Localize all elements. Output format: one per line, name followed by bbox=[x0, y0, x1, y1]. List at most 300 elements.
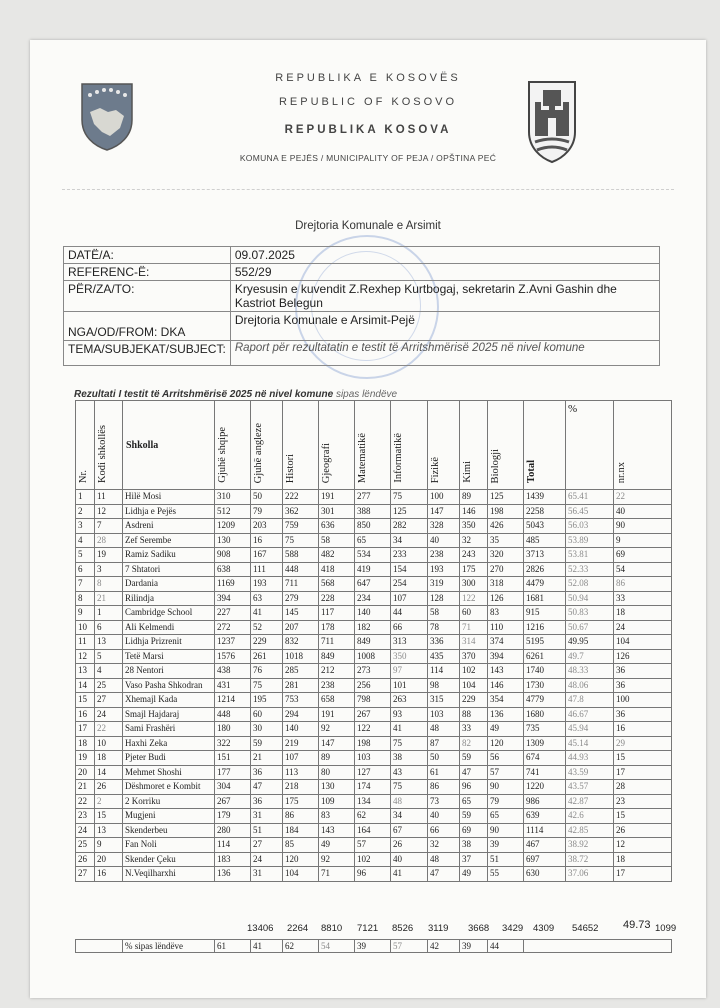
table-row bbox=[76, 852, 672, 867]
cell-english: 261 bbox=[251, 649, 283, 664]
cell-informatics: 75 bbox=[391, 736, 428, 751]
header-line-albanian: REPUBLIKA E KOSOVËS bbox=[275, 72, 461, 84]
cell-school-name: Cambridge School bbox=[123, 606, 215, 621]
header-divider bbox=[62, 189, 674, 190]
cell-albanian: 394 bbox=[215, 591, 251, 606]
from-label: NGA/OD/FROM: DKA bbox=[64, 312, 231, 341]
cell-chemistry: 69 bbox=[460, 823, 488, 838]
cell-chemistry: 33 bbox=[460, 722, 488, 737]
table-row bbox=[76, 794, 672, 809]
cell-school-name: Skender Çeku bbox=[123, 852, 215, 867]
subject-percent: 54 bbox=[319, 940, 355, 953]
cell-english: 59 bbox=[251, 736, 283, 751]
cell-math: 164 bbox=[355, 823, 391, 838]
cell-chemistry: 82 bbox=[460, 736, 488, 751]
cell-percent: 38.92 bbox=[566, 838, 614, 853]
cell-chemistry: 65 bbox=[460, 794, 488, 809]
cell-english: 203 bbox=[251, 519, 283, 534]
cell-english: 52 bbox=[251, 620, 283, 635]
col-school: Shkolla bbox=[123, 401, 215, 490]
cell-geography: 83 bbox=[319, 809, 355, 824]
cell-school-code: 15 bbox=[95, 809, 123, 824]
header-municipality: KOMUNA E PEJËS / MUNICIPALITY OF PEJA / OPŠTINA PEĆ bbox=[239, 153, 497, 163]
table-row bbox=[76, 548, 672, 563]
table-row bbox=[76, 533, 672, 548]
cell-school-code: 10 bbox=[95, 736, 123, 751]
subject-total: 4309 bbox=[533, 923, 555, 934]
cell-nr: 18 bbox=[76, 736, 95, 751]
total-percent: 49.73 bbox=[623, 919, 651, 931]
table-row bbox=[76, 519, 672, 534]
subject-percent: 44 bbox=[488, 940, 524, 953]
table-row bbox=[76, 722, 672, 737]
cell-history: 86 bbox=[283, 809, 319, 824]
cell-school-name: Lidhja Prizrenit bbox=[123, 635, 215, 650]
cell-albanian: 438 bbox=[215, 664, 251, 679]
cell-school-name: Ali Kelmendi bbox=[123, 620, 215, 635]
cell-biology: 318 bbox=[488, 577, 524, 592]
cell-students: 23 bbox=[614, 794, 672, 809]
cell-percent: 47.8 bbox=[566, 693, 614, 708]
cell-english: 21 bbox=[251, 751, 283, 766]
cell-chemistry: 122 bbox=[460, 591, 488, 606]
cell-chemistry: 47 bbox=[460, 765, 488, 780]
cell-informatics: 107 bbox=[391, 591, 428, 606]
subject-percent: 39 bbox=[460, 940, 488, 953]
cell-albanian: 272 bbox=[215, 620, 251, 635]
percent-by-subject-table bbox=[75, 939, 672, 953]
cell-geography: 212 bbox=[319, 664, 355, 679]
cell-biology: 55 bbox=[488, 867, 524, 882]
cell-school-code: 21 bbox=[95, 591, 123, 606]
cell-school-code: 26 bbox=[95, 780, 123, 795]
cell-informatics: 75 bbox=[391, 780, 428, 795]
cell-albanian: 322 bbox=[215, 736, 251, 751]
cell-albanian: 1209 bbox=[215, 519, 251, 534]
cell-english: 41 bbox=[251, 606, 283, 621]
cell-informatics: 125 bbox=[391, 504, 428, 519]
cell-percent: 52.08 bbox=[566, 577, 614, 592]
cell-english: 229 bbox=[251, 635, 283, 650]
cell-albanian: 151 bbox=[215, 751, 251, 766]
table-row bbox=[76, 693, 672, 708]
cell-informatics: 97 bbox=[391, 664, 428, 679]
cell-biology: 143 bbox=[488, 664, 524, 679]
cell-english: 195 bbox=[251, 693, 283, 708]
table-row bbox=[76, 765, 672, 780]
cell-biology: 90 bbox=[488, 823, 524, 838]
cell-albanian: 431 bbox=[215, 678, 251, 693]
cell-nr: 14 bbox=[76, 678, 95, 693]
cell-school-code: 22 bbox=[95, 722, 123, 737]
cell-total: 485 bbox=[524, 533, 566, 548]
cell-history: 279 bbox=[283, 591, 319, 606]
cell-nr: 20 bbox=[76, 765, 95, 780]
cell-chemistry: 300 bbox=[460, 577, 488, 592]
cell-percent: 50.83 bbox=[566, 606, 614, 621]
cell-chemistry: 71 bbox=[460, 620, 488, 635]
cell-informatics: 313 bbox=[391, 635, 428, 650]
cell-physics: 66 bbox=[428, 823, 460, 838]
cell-math: 103 bbox=[355, 751, 391, 766]
cell-school-code: 25 bbox=[95, 678, 123, 693]
cell-biology: 125 bbox=[488, 490, 524, 505]
subject-total: 8526 bbox=[392, 923, 414, 934]
cell-biology: 39 bbox=[488, 838, 524, 853]
percent-by-subject-label: % sipas lëndëve bbox=[123, 940, 215, 953]
cell-biology: 146 bbox=[488, 678, 524, 693]
cell-students: 29 bbox=[614, 736, 672, 751]
cell-total: 915 bbox=[524, 606, 566, 621]
reference-value: 552/29 bbox=[230, 264, 659, 281]
cell-biology: 120 bbox=[488, 736, 524, 751]
cell-history: 1018 bbox=[283, 649, 319, 664]
cell-total: 1730 bbox=[524, 678, 566, 693]
cell-school-name: Haxhi Zeka bbox=[123, 736, 215, 751]
cell-school-code: 14 bbox=[95, 765, 123, 780]
cell-geography: 191 bbox=[319, 490, 355, 505]
cell-students: 69 bbox=[614, 548, 672, 563]
cell-students: 12 bbox=[614, 838, 672, 853]
cell-math: 122 bbox=[355, 722, 391, 737]
table-row bbox=[76, 649, 672, 664]
cell-school-name: Lidhja e Pejës bbox=[123, 504, 215, 519]
col-physics: Fizikë bbox=[428, 401, 460, 490]
table-row bbox=[76, 678, 672, 693]
cell-geography: 58 bbox=[319, 533, 355, 548]
cell-math: 388 bbox=[355, 504, 391, 519]
cell-math: 127 bbox=[355, 765, 391, 780]
cell-math: 267 bbox=[355, 707, 391, 722]
cell-physics: 40 bbox=[428, 809, 460, 824]
cell-biology: 354 bbox=[488, 693, 524, 708]
cell-chemistry: 96 bbox=[460, 780, 488, 795]
cell-english: 75 bbox=[251, 678, 283, 693]
total-students: 1099 bbox=[655, 923, 677, 934]
cell-school-code: 11 bbox=[95, 490, 123, 505]
cell-history: 175 bbox=[283, 794, 319, 809]
cell-nr: 6 bbox=[76, 562, 95, 577]
cell-total: 2258 bbox=[524, 504, 566, 519]
cell-nr: 7 bbox=[76, 577, 95, 592]
cell-total: 735 bbox=[524, 722, 566, 737]
directorate-title: Drejtoria Komunale e Arsimit bbox=[295, 220, 441, 232]
cell-english: 167 bbox=[251, 548, 283, 563]
cell-geography: 130 bbox=[319, 780, 355, 795]
cell-school-code: 9 bbox=[95, 838, 123, 853]
cell-informatics: 154 bbox=[391, 562, 428, 577]
cell-school-code: 7 bbox=[95, 519, 123, 534]
cell-nr: 16 bbox=[76, 707, 95, 722]
cell-percent: 43.59 bbox=[566, 765, 614, 780]
cell-school-code: 16 bbox=[95, 867, 123, 882]
table-row bbox=[76, 606, 672, 621]
cell-chemistry: 59 bbox=[460, 809, 488, 824]
cell-math: 277 bbox=[355, 490, 391, 505]
cell-albanian: 1237 bbox=[215, 635, 251, 650]
cell-total: 467 bbox=[524, 838, 566, 853]
cell-physics: 73 bbox=[428, 794, 460, 809]
cell-nr: 4 bbox=[76, 533, 95, 548]
cell-biology: 110 bbox=[488, 620, 524, 635]
cell-physics: 50 bbox=[428, 751, 460, 766]
cell-school-name: 7 Shtatori bbox=[123, 562, 215, 577]
cell-informatics: 34 bbox=[391, 809, 428, 824]
cell-students: 15 bbox=[614, 751, 672, 766]
cell-students: 86 bbox=[614, 577, 672, 592]
cell-history: 85 bbox=[283, 838, 319, 853]
results-body bbox=[76, 490, 672, 882]
cell-chemistry: 38 bbox=[460, 838, 488, 853]
col-biology: Biologji bbox=[488, 401, 524, 490]
cell-physics: 61 bbox=[428, 765, 460, 780]
cell-albanian: 448 bbox=[215, 707, 251, 722]
cell-school-name: Rilindja bbox=[123, 591, 215, 606]
cell-nr: 13 bbox=[76, 664, 95, 679]
col-albanian: Gjuhë shqipe bbox=[215, 401, 251, 490]
cell-informatics: 66 bbox=[391, 620, 428, 635]
cell-informatics: 254 bbox=[391, 577, 428, 592]
cell-math: 850 bbox=[355, 519, 391, 534]
cell-school-code: 28 bbox=[95, 533, 123, 548]
cell-total: 639 bbox=[524, 809, 566, 824]
cell-geography: 71 bbox=[319, 867, 355, 882]
cell-percent: 65.41 bbox=[566, 490, 614, 505]
cell-chemistry: 32 bbox=[460, 533, 488, 548]
table-row bbox=[76, 591, 672, 606]
cell-percent: 50.94 bbox=[566, 591, 614, 606]
cell-physics: 48 bbox=[428, 852, 460, 867]
cell-english: 79 bbox=[251, 504, 283, 519]
cell-geography: 228 bbox=[319, 591, 355, 606]
cell-students: 126 bbox=[614, 649, 672, 664]
subject-percent: 61 bbox=[215, 940, 251, 953]
cell-history: 113 bbox=[283, 765, 319, 780]
cell-nr: 21 bbox=[76, 780, 95, 795]
cell-school-code: 27 bbox=[95, 693, 123, 708]
table-row bbox=[76, 577, 672, 592]
cell-total: 5195 bbox=[524, 635, 566, 650]
cell-math: 140 bbox=[355, 606, 391, 621]
cell-nr: 5 bbox=[76, 548, 95, 563]
cell-students: 28 bbox=[614, 780, 672, 795]
cell-total: 1681 bbox=[524, 591, 566, 606]
cell-school-name: Mugjeni bbox=[123, 809, 215, 824]
cell-school-code: 13 bbox=[95, 635, 123, 650]
cell-geography: 178 bbox=[319, 620, 355, 635]
cell-math: 798 bbox=[355, 693, 391, 708]
cell-students: 26 bbox=[614, 823, 672, 838]
cell-albanian: 638 bbox=[215, 562, 251, 577]
cell-geography: 117 bbox=[319, 606, 355, 621]
cell-albanian: 1214 bbox=[215, 693, 251, 708]
cell-geography: 658 bbox=[319, 693, 355, 708]
cell-informatics: 34 bbox=[391, 533, 428, 548]
cell-english: 24 bbox=[251, 852, 283, 867]
cell-nr: 12 bbox=[76, 649, 95, 664]
total-sum: 54652 bbox=[572, 923, 599, 934]
cell-students: 54 bbox=[614, 562, 672, 577]
to-value: Kryesusin e kuvendit Z.Rexhep Kurtbogaj, sekretarin Z.Avni Gashin dhe Kastriot Belegun bbox=[230, 281, 659, 312]
cell-students: 18 bbox=[614, 852, 672, 867]
cell-biology: 56 bbox=[488, 751, 524, 766]
cell-chemistry: 370 bbox=[460, 649, 488, 664]
table-row bbox=[76, 707, 672, 722]
cell-biology: 79 bbox=[488, 794, 524, 809]
cell-informatics: 40 bbox=[391, 852, 428, 867]
kosovo-coat-of-arms-logo bbox=[80, 82, 134, 152]
cell-albanian: 908 bbox=[215, 548, 251, 563]
cell-english: 193 bbox=[251, 577, 283, 592]
cell-total: 1439 bbox=[524, 490, 566, 505]
cell-school-name: Pjeter Budi bbox=[123, 751, 215, 766]
cell-biology: 198 bbox=[488, 504, 524, 519]
cell-total: 1309 bbox=[524, 736, 566, 751]
cell-nr: 2 bbox=[76, 504, 95, 519]
cell-history: 207 bbox=[283, 620, 319, 635]
table-row bbox=[76, 620, 672, 635]
cell-informatics: 93 bbox=[391, 707, 428, 722]
cell-school-code: 18 bbox=[95, 751, 123, 766]
cell-informatics: 263 bbox=[391, 693, 428, 708]
cell-geography: 636 bbox=[319, 519, 355, 534]
cell-nr: 27 bbox=[76, 867, 95, 882]
cell-informatics: 48 bbox=[391, 794, 428, 809]
cell-school-name: Mehmet Shoshi bbox=[123, 765, 215, 780]
peja-municipality-coat-of-arms-logo bbox=[527, 80, 577, 164]
cell-english: 60 bbox=[251, 707, 283, 722]
cell-history: 588 bbox=[283, 548, 319, 563]
cell-students: 16 bbox=[614, 722, 672, 737]
cell-percent: 48.33 bbox=[566, 664, 614, 679]
cell-math: 419 bbox=[355, 562, 391, 577]
cell-school-name: Sami Frashëri bbox=[123, 722, 215, 737]
cell-math: 647 bbox=[355, 577, 391, 592]
cell-school-code: 12 bbox=[95, 504, 123, 519]
cell-math: 534 bbox=[355, 548, 391, 563]
cell-physics: 336 bbox=[428, 635, 460, 650]
cell-physics: 32 bbox=[428, 838, 460, 853]
cell-english: 51 bbox=[251, 823, 283, 838]
cell-school-name: Smajl Hajdaraj bbox=[123, 707, 215, 722]
cell-school-name: Zef Serembe bbox=[123, 533, 215, 548]
subject-label: TEMA/SUBJEKAT/SUBJECT: bbox=[64, 341, 231, 366]
cell-history: 184 bbox=[283, 823, 319, 838]
cell-biology: 90 bbox=[488, 780, 524, 795]
cell-informatics: 43 bbox=[391, 765, 428, 780]
cell-math: 273 bbox=[355, 664, 391, 679]
cell-english: 63 bbox=[251, 591, 283, 606]
cell-informatics: 101 bbox=[391, 678, 428, 693]
cell-biology: 83 bbox=[488, 606, 524, 621]
cell-school-name: Vaso Pasha Shkodran bbox=[123, 678, 215, 693]
cell-nr: 15 bbox=[76, 693, 95, 708]
cell-students: 40 bbox=[614, 504, 672, 519]
cell-chemistry: 88 bbox=[460, 707, 488, 722]
cell-history: 832 bbox=[283, 635, 319, 650]
cell-history: 104 bbox=[283, 867, 319, 882]
cell-total: 741 bbox=[524, 765, 566, 780]
cell-chemistry: 104 bbox=[460, 678, 488, 693]
cell-biology: 136 bbox=[488, 707, 524, 722]
cell-informatics: 44 bbox=[391, 606, 428, 621]
subject-percent: 42 bbox=[428, 940, 460, 953]
cell-school-code: 13 bbox=[95, 823, 123, 838]
table-row bbox=[76, 664, 672, 679]
subject-total: 3429 bbox=[502, 923, 524, 934]
subject-total: 7121 bbox=[357, 923, 379, 934]
results-caption-main: Rezultati I testit të Arritshmërisë 2025 në nivel komune bbox=[74, 389, 334, 400]
cell-percent: 52.33 bbox=[566, 562, 614, 577]
subject-total: 13406 bbox=[247, 923, 274, 934]
table-row bbox=[76, 809, 672, 824]
table-row bbox=[76, 751, 672, 766]
header-line-english: REPUBLIC OF KOSOVO bbox=[278, 96, 458, 108]
cell-students: 33 bbox=[614, 591, 672, 606]
cell-percent: 53.81 bbox=[566, 548, 614, 563]
cell-albanian: 512 bbox=[215, 504, 251, 519]
cell-physics: 193 bbox=[428, 562, 460, 577]
cell-biology: 320 bbox=[488, 548, 524, 563]
cell-english: 31 bbox=[251, 809, 283, 824]
cell-geography: 711 bbox=[319, 635, 355, 650]
subject-percent: 39 bbox=[355, 940, 391, 953]
cell-informatics: 350 bbox=[391, 649, 428, 664]
cell-geography: 109 bbox=[319, 794, 355, 809]
subject-total: 3668 bbox=[468, 923, 490, 934]
cell-history: 448 bbox=[283, 562, 319, 577]
cell-physics: 78 bbox=[428, 620, 460, 635]
col-students: nr.nx bbox=[614, 401, 672, 490]
subject-total: 3119 bbox=[428, 923, 449, 934]
cell-chemistry: 229 bbox=[460, 693, 488, 708]
cell-informatics: 38 bbox=[391, 751, 428, 766]
cell-history: 759 bbox=[283, 519, 319, 534]
cell-math: 65 bbox=[355, 533, 391, 548]
cell-school-code: 6 bbox=[95, 620, 123, 635]
cell-math: 1008 bbox=[355, 649, 391, 664]
cell-nr: 24 bbox=[76, 823, 95, 838]
cell-school-name: Skenderbeu bbox=[123, 823, 215, 838]
cell-school-name: Fan Noli bbox=[123, 838, 215, 853]
cell-albanian: 1576 bbox=[215, 649, 251, 664]
col-nr: Nr. bbox=[76, 401, 95, 490]
percent-by-subject-row bbox=[76, 940, 672, 953]
cell-physics: 128 bbox=[428, 591, 460, 606]
subject-total: 8810 bbox=[321, 923, 343, 934]
cell-school-name: Tetë Marsi bbox=[123, 649, 215, 664]
cell-biology: 126 bbox=[488, 591, 524, 606]
cell-english: 76 bbox=[251, 664, 283, 679]
cell-math: 182 bbox=[355, 620, 391, 635]
table-row bbox=[76, 838, 672, 853]
results-caption bbox=[74, 389, 397, 400]
cell-albanian: 280 bbox=[215, 823, 251, 838]
to-label: PËR/ZA/TO: bbox=[64, 281, 231, 312]
cell-percent: 43.57 bbox=[566, 780, 614, 795]
cell-nr: 10 bbox=[76, 620, 95, 635]
cell-percent: 42.87 bbox=[566, 794, 614, 809]
cell-english: 27 bbox=[251, 838, 283, 853]
cell-history: 120 bbox=[283, 852, 319, 867]
cell-english: 30 bbox=[251, 722, 283, 737]
cell-geography: 568 bbox=[319, 577, 355, 592]
cell-school-code: 5 bbox=[95, 649, 123, 664]
cell-english: 36 bbox=[251, 794, 283, 809]
date-label: DATË/A: bbox=[64, 247, 231, 264]
cell-school-name: Ramiz Sadiku bbox=[123, 548, 215, 563]
cell-school-code: 1 bbox=[95, 606, 123, 621]
